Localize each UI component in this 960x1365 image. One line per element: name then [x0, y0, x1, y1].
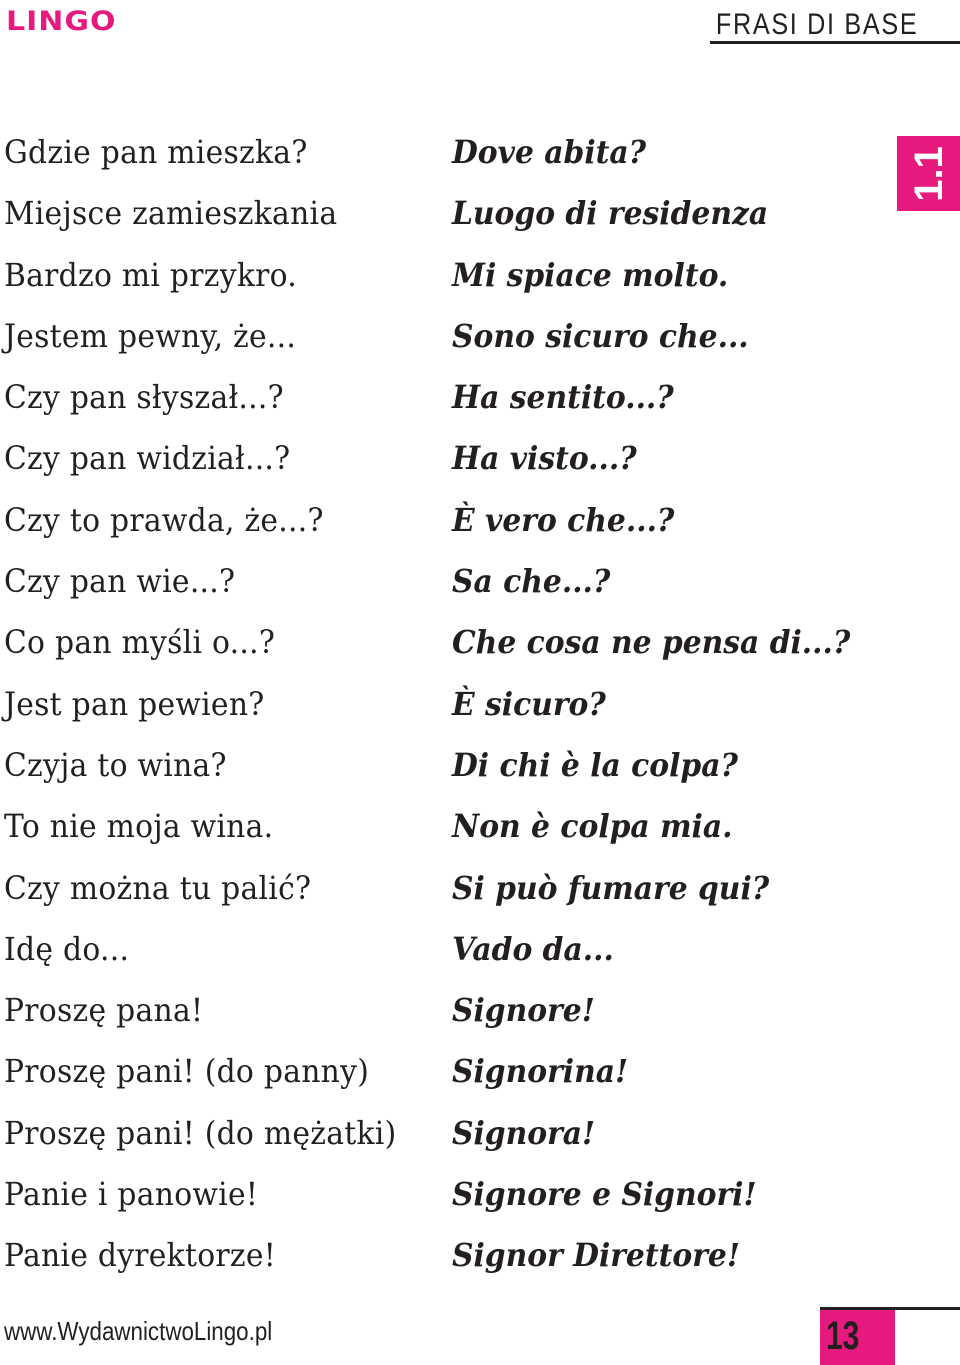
- phrase-row: [0, 796, 890, 857]
- lingo-logo: LINGO: [6, 5, 117, 38]
- phrase-row: [0, 1103, 890, 1164]
- polish-phrase: Czy pan słyszał...?: [4, 378, 284, 417]
- page-number: 13: [826, 1314, 860, 1358]
- polish-phrase: Czy pan widział...?: [4, 439, 291, 478]
- phrase-row: [0, 612, 890, 673]
- phrase-row: [0, 428, 890, 489]
- polish-phrase: Miejsce zamieszkania: [4, 194, 338, 233]
- italian-phrase: Mi spiace molto.: [452, 255, 729, 294]
- phrase-row: [0, 674, 890, 735]
- phrase-list: [0, 122, 890, 1287]
- polish-phrase: Idę do...: [4, 929, 130, 968]
- italian-phrase: Signore!: [452, 991, 595, 1030]
- section-tab-number: 1.1: [906, 145, 951, 202]
- italian-phrase: Dove abita?: [452, 133, 647, 171]
- phrase-row: [0, 858, 890, 919]
- phrase-row: [0, 306, 890, 367]
- polish-phrase: Jest pan pewien?: [4, 684, 265, 723]
- italian-phrase: Ha visto...?: [452, 439, 637, 478]
- section-tab: [897, 136, 960, 211]
- phrase-row: [0, 367, 890, 428]
- phrase-row: [0, 122, 890, 183]
- italian-phrase: Luogo di residenza: [452, 194, 769, 233]
- phrase-row: [0, 919, 890, 980]
- italian-phrase: Si può fumare qui?: [452, 868, 770, 907]
- phrase-row: [0, 245, 890, 306]
- italian-phrase: Vado da...: [452, 929, 614, 968]
- phrase-row: [0, 1225, 890, 1286]
- polish-phrase: Czyja to wina?: [4, 745, 227, 784]
- polish-phrase: Panie i panowie!: [4, 1175, 259, 1214]
- italian-phrase: Ha sentito...?: [452, 378, 674, 417]
- polish-phrase: Czy można tu palić?: [4, 868, 312, 907]
- section-title: FRASI DI BASE: [710, 8, 960, 44]
- page-number-badge: [820, 1310, 895, 1365]
- italian-phrase: Signorina!: [452, 1052, 629, 1091]
- polish-phrase: Bardzo mi przykro.: [4, 255, 298, 294]
- phrase-row: [0, 551, 890, 612]
- italian-phrase: Di chi è la colpa?: [452, 745, 738, 784]
- polish-phrase: Czy to prawda, że...?: [4, 500, 324, 539]
- polish-phrase: Proszę pani! (do mężatki): [4, 1113, 397, 1152]
- phrase-row: [0, 183, 890, 244]
- polish-phrase: Co pan myśli o...?: [4, 623, 276, 662]
- italian-phrase: Sa che...?: [452, 562, 611, 601]
- polish-phrase: To nie moja wina.: [4, 807, 274, 846]
- italian-phrase: Signora!: [452, 1113, 596, 1152]
- italian-phrase: Signore e Signori!: [452, 1175, 757, 1214]
- phrase-row: [0, 735, 890, 796]
- italian-phrase: È vero che...?: [452, 500, 675, 539]
- italian-phrase: Signor Direttore!: [452, 1236, 740, 1275]
- polish-phrase: Panie dyrektorze!: [4, 1236, 277, 1275]
- phrase-row: [0, 1041, 890, 1102]
- polish-phrase: Czy pan wie...?: [4, 562, 236, 601]
- phrase-row: [0, 980, 890, 1041]
- polish-phrase: Proszę pana!: [4, 991, 204, 1030]
- polish-phrase: Proszę pani! (do panny): [4, 1052, 370, 1091]
- phrase-row: [0, 490, 890, 551]
- footer-url: www.WydawnictwoLingo.pl: [4, 1316, 273, 1346]
- italian-phrase: Che cosa ne pensa di...?: [452, 623, 851, 662]
- polish-phrase: Jestem pewny, że...: [4, 316, 297, 355]
- italian-phrase: Non è colpa mia.: [452, 807, 733, 846]
- italian-phrase: È sicuro?: [452, 684, 606, 723]
- italian-phrase: Sono sicuro che...: [452, 316, 749, 355]
- polish-phrase: Gdzie pan mieszka?: [4, 133, 308, 171]
- phrase-row: [0, 1164, 890, 1225]
